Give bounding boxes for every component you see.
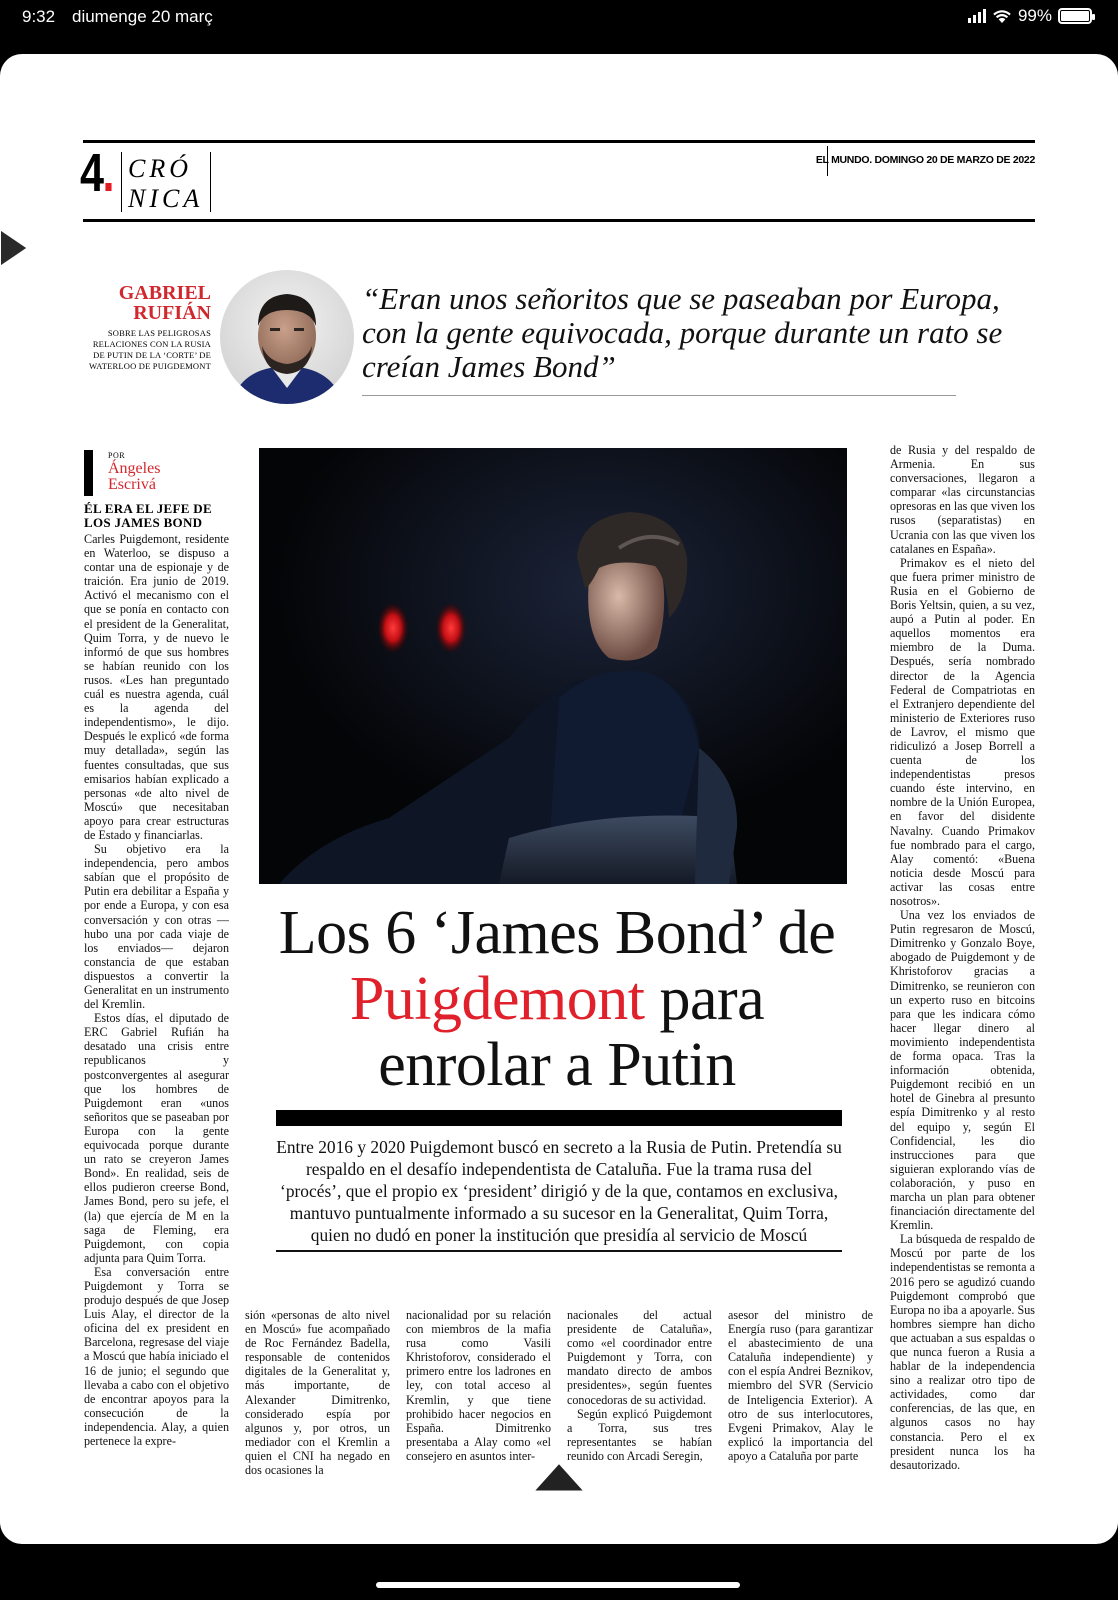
headline: Los 6 ‘James Bond’ de Puigdemont para enrolar a Putin [278, 899, 836, 1099]
headline-highlight: Puigdemont [349, 965, 645, 1033]
article-column-5 [728, 1308, 873, 1463]
battery-fill [1061, 11, 1089, 21]
section-divider [210, 152, 211, 212]
paragraph: Primakov es el nieto del que fuera primer ministro de Rusia en el Gobierno de Boris Yeltsin, quien, a su vez, aupó a Putin al poder. En aquellos momentos era miembro de la Duma. Después, sería nombrado director de la Agencia Federal de Compatriotas en el Extranjero dependiente del ministerio de Exteriores ruso de Lavrov, el mismo que ridiculizó a Josep Borrell a cuenta de los independentistas presos cuando éste intervino, en nombre de la Unión Europea, en favor del disidente Navalny. Cuando Primakov fue nombrado para el cargo, Alay comentó: «Buena noticia desde Moscú para activar las cosas entre nosotros». [890, 555, 1035, 908]
pull-quote: “Eran unos señoritos que se paseaban por Europa, con la gente equivocada, porque durante un rato se creían James Bond” [362, 281, 1003, 384]
article-column-1 [84, 532, 229, 1448]
article-deck: Entre 2016 y 2020 Puigdemont buscó en secreto a la Rusia de Putin. Pretendía su respaldo en el desafío independentista de Cataluña. Fue la trama rusa del ‘procés’, que el propio ex ‘president’ dirigió y de la que, contamos en exclusiva, mantuvo puntualmente informado a su sucesor en la Generalitat, Quim Torra, quien no dudó en poner la institución que presidía al servicio de Moscú [276, 1137, 842, 1245]
quote-author: GABRIEL RUFIÁN [118, 282, 211, 324]
byline-por: POR [108, 451, 126, 460]
wifi-icon [992, 9, 1012, 24]
paragraph: nacionales del actual presidente de Cataluña», como «el coordinador entre Puigdemont y Torra, con mandato directo de ambos presidentes», según fuentes conocedoras de su actividad. [567, 1308, 712, 1407]
article-column-6 [890, 443, 1035, 1472]
article-column-2 [245, 1308, 390, 1477]
paragraph: nacionalidad por su relación con miembros de la mafia rusa como Vasili Khristoforov, considerado el primero entre los ladrones en ley, con total acceso al Kremlin, y que tiene prohibido hacer negocios en España. Dimitrenko presentaba a Alay como «el consejero en asuntos inter- [406, 1308, 551, 1463]
article-kicker: ÉL ERA EL JEFE DE LOS JAMES BOND [84, 501, 212, 530]
paragraph: Una vez los enviados de Putin regresaron de Moscú, Dimitrenko y Gonzalo Boye, abogado de Puigdemont y de Khristoforov gracias a Dimitrenko, se reunieron con un experto ruso en bitcoins para que les indicara cómo hacer llegar dinero al movimiento independentista de forma opaca. Tras la información obtenida, Puigdemont recibió en un hotel de Ginebra al presunto espía Dimitrenko y al resto del equipo y, según El Confidencial, les dio instrucciones para que siguieran explorando vías de colaboración, y puso en marcha un plan para obtener financiación directamente del Kremlin. [890, 908, 1035, 1233]
byline-bar [84, 450, 93, 496]
quote-context: SOBRE LAS PELIGROSAS RELACIONES CON LA RUSIA DE PUTIN DE LA ‘CORTE’ DE WATERLOO DE PUIGDEMONT [89, 328, 211, 371]
article-column-4 [567, 1308, 712, 1463]
paragraph: Esa conversación entre Puigdemont y Torra se produjo después de que Josep Luis Alay, el director de la oficina del ex president en Barcelona, regresase del viaje a Moscú que había iniciado el 16 de junio; el segundo que llevaba a cabo con el objetivo de encontrar apoyos para la consecución de la independencia. Alay, a quien pertenece la expre- [84, 1264, 229, 1448]
author-portrait [220, 270, 354, 404]
paragraph: asesor del ministro de Energía ruso (para garantizar el abastecimiento de una Cataluña independiente) y con el espía Andrei Beznikov, miembro del SVR (Servicio de Inteligencia Exterior). A otro de sus interlocutores, Evgeni Primakov, Alay le explicó la importancia del apoyo a Cataluña por parte [728, 1308, 873, 1463]
battery-percent: 99% [1017, 6, 1052, 25]
header-bottom-rule [83, 219, 1035, 222]
paragraph: Según explicó Puigdemont a Torra, sus tres representantes se habían reunido con Arcadi Seregin, [567, 1406, 712, 1463]
previous-page-arrow-icon[interactable] [0, 225, 30, 271]
section-divider [121, 152, 122, 212]
header-top-rule [83, 140, 1035, 143]
status-date: diumenge 20 març [72, 7, 213, 26]
byline-author: Ángeles Escrivá [108, 460, 161, 493]
status-right [968, 6, 1092, 26]
headline-bar [276, 1110, 842, 1126]
section-name: CRÓ NICA [128, 154, 204, 213]
status-time: 9:32 [22, 7, 56, 26]
status-bar [0, 0, 1118, 34]
main-photo [259, 448, 847, 884]
section-number: 4. [80, 143, 113, 203]
paragraph: Estos días, el diputado de ERC Gabriel Rufián ha desatado una crisis entre republicanos y postconvergentes al asegurar que los hombres de Puigdemont eran «unos señoritos que se paseaban por Europa con la gente equivocada porque durante un rato se creyeron James Bond». En realidad, seis de ellos pudieron creerse Bond, James Bond, pero su jefe, el (la) que ejercía de M en la saga de Fleming, era Puigdemont, con copia adjunta para Quim Torra. [84, 1011, 229, 1265]
paragraph: sión «personas de alto nivel en Moscú» fue acompañado de Roc Fernández Badella, responsable de contenidos digitales de la Generalitat y, más importante, de Alexander Dimitrenko, considerado espía por algunos y, por otros, un mediador con el Kremlin a quien el CNI ha negado en dos ocasiones la [245, 1308, 390, 1478]
quote-rule [362, 395, 956, 396]
masthead-date: EL MUNDO. DOMINGO 20 DE MARZO DE 2022 [815, 154, 1035, 166]
toolbar-toggle-arrow-icon[interactable] [528, 1458, 590, 1494]
article-column-3 [406, 1308, 551, 1463]
paragraph: de Rusia y del respaldo de Armenia. En sus conversaciones, llegaron a comparar «las circunstancias opresoras en las que viven los rusos (separatistas) en Ucrania con las que viven los catalanes en España». [890, 443, 1035, 556]
paragraph: Carles Puigdemont, residente en Waterloo, se dispuso a contar una de espionaje y de traición. Era junio de 2019. Activó el mecanismo con el que se ponía en contacto con el president de la Generalitat, Quim Torra, y de nuevo le informó de que sus hombres se habían reunido con los rusos. «Les han preguntado cuál es nuestra agenda, cuál es la agenda del independentismo», le dijo. Después le explicó «de forma muy detallada», según las fuentes consultadas, que sus emisarios habían explicado a personas «de alto nivel de Moscú» que necesitaban apoyo para crear estructuras de Estado y financiarlas. [84, 532, 229, 842]
home-indicator[interactable] [376, 1582, 740, 1588]
deck-rule [276, 1250, 842, 1252]
signal-icon [968, 9, 986, 23]
paragraph: Su objetivo era la independencia, pero ambos sabían que el propósito de Putin era debilitar a España y por ende a Europa, y con esa conversación y con otras —hubo una por cada viaje de los enviados— dejaron constancia de que estaban dispuestos a convertir la Generalitat en un instrumento del Kremlin. [84, 842, 229, 1012]
battery-icon [1058, 8, 1092, 24]
paragraph: La búsqueda de respaldo de Moscú por parte de los independentistas se remonta a 2016 pero se agudizó cuando Puigdemont comprobó que Europa no iba a apoyarle. Sus hombres siempre han dicho que actuaban a sus espaldas o que nunca fueron a Rusia a hablar de la independencia sino a realizar otro tipo de actividades, como dar conferencias, de las que, en algunos casos no hay constancia. Pero el ex president nunca los ha desautorizado. [890, 1232, 1035, 1472]
